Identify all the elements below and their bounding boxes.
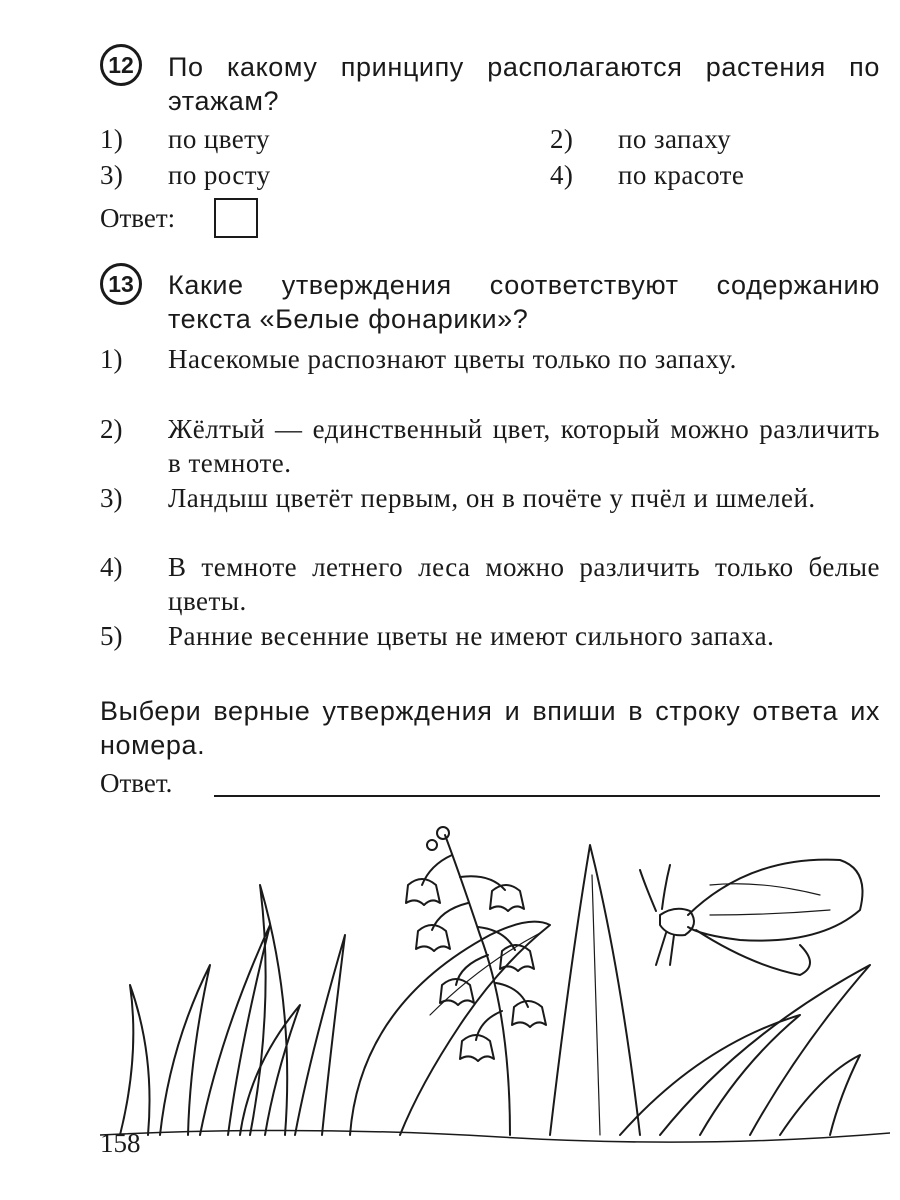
option-number: 2): [550, 124, 574, 154]
q13-answer-line[interactable]: [214, 795, 880, 797]
option-number: 3): [100, 160, 124, 190]
statement-text: Ландыш цветёт первым, он в почёте у пчёл и шмелей.: [168, 483, 816, 513]
option-number: 1): [100, 124, 124, 154]
q12-option-3[interactable]: [100, 158, 271, 192]
lily-of-the-valley-illustration: [100, 815, 890, 1145]
option-text: по росту: [168, 160, 271, 190]
option-number: 4): [550, 160, 574, 190]
statement-number: 4): [100, 552, 123, 582]
q12-option-1[interactable]: [100, 122, 270, 156]
page-number: 158: [100, 1128, 141, 1158]
statement-text: Жёлтый — единственный цвет, который можно различить в темноте.: [168, 414, 880, 478]
statement-text: Ранние весенние цветы не имеют сильного запаха.: [168, 621, 775, 651]
q12-answer-label: Ответ:: [100, 203, 176, 233]
statement-number: 3): [100, 483, 123, 513]
statement-number: 1): [100, 344, 123, 374]
q12-option-2[interactable]: [550, 122, 731, 156]
option-text: по запаху: [618, 124, 731, 154]
question-12-number: 12: [100, 44, 142, 86]
option-text: по цвету: [168, 124, 270, 154]
statement-number: 5): [100, 621, 123, 651]
q12-option-4[interactable]: [550, 158, 744, 192]
q13-answer-label: Ответ.: [100, 768, 173, 798]
option-text: по красоте: [618, 160, 745, 190]
q12-answer-box[interactable]: [214, 198, 258, 238]
statement-number: 2): [100, 414, 123, 444]
question-12-text: По какому принципу располагаются растения по этажам?: [168, 52, 880, 116]
statement-text: В темноте летнего леса можно различить только белые цветы.: [168, 552, 880, 616]
question-13-number: 13: [100, 263, 142, 305]
question-13-text: Какие утверждения соответствуют содержанию текста «Белые фонарики»?: [168, 270, 880, 334]
q13-instruction: Выбери верные утверждения и впиши в строку ответа их номера.: [100, 696, 880, 760]
statement-text: Насекомые распознают цветы только по запаху.: [168, 344, 737, 374]
